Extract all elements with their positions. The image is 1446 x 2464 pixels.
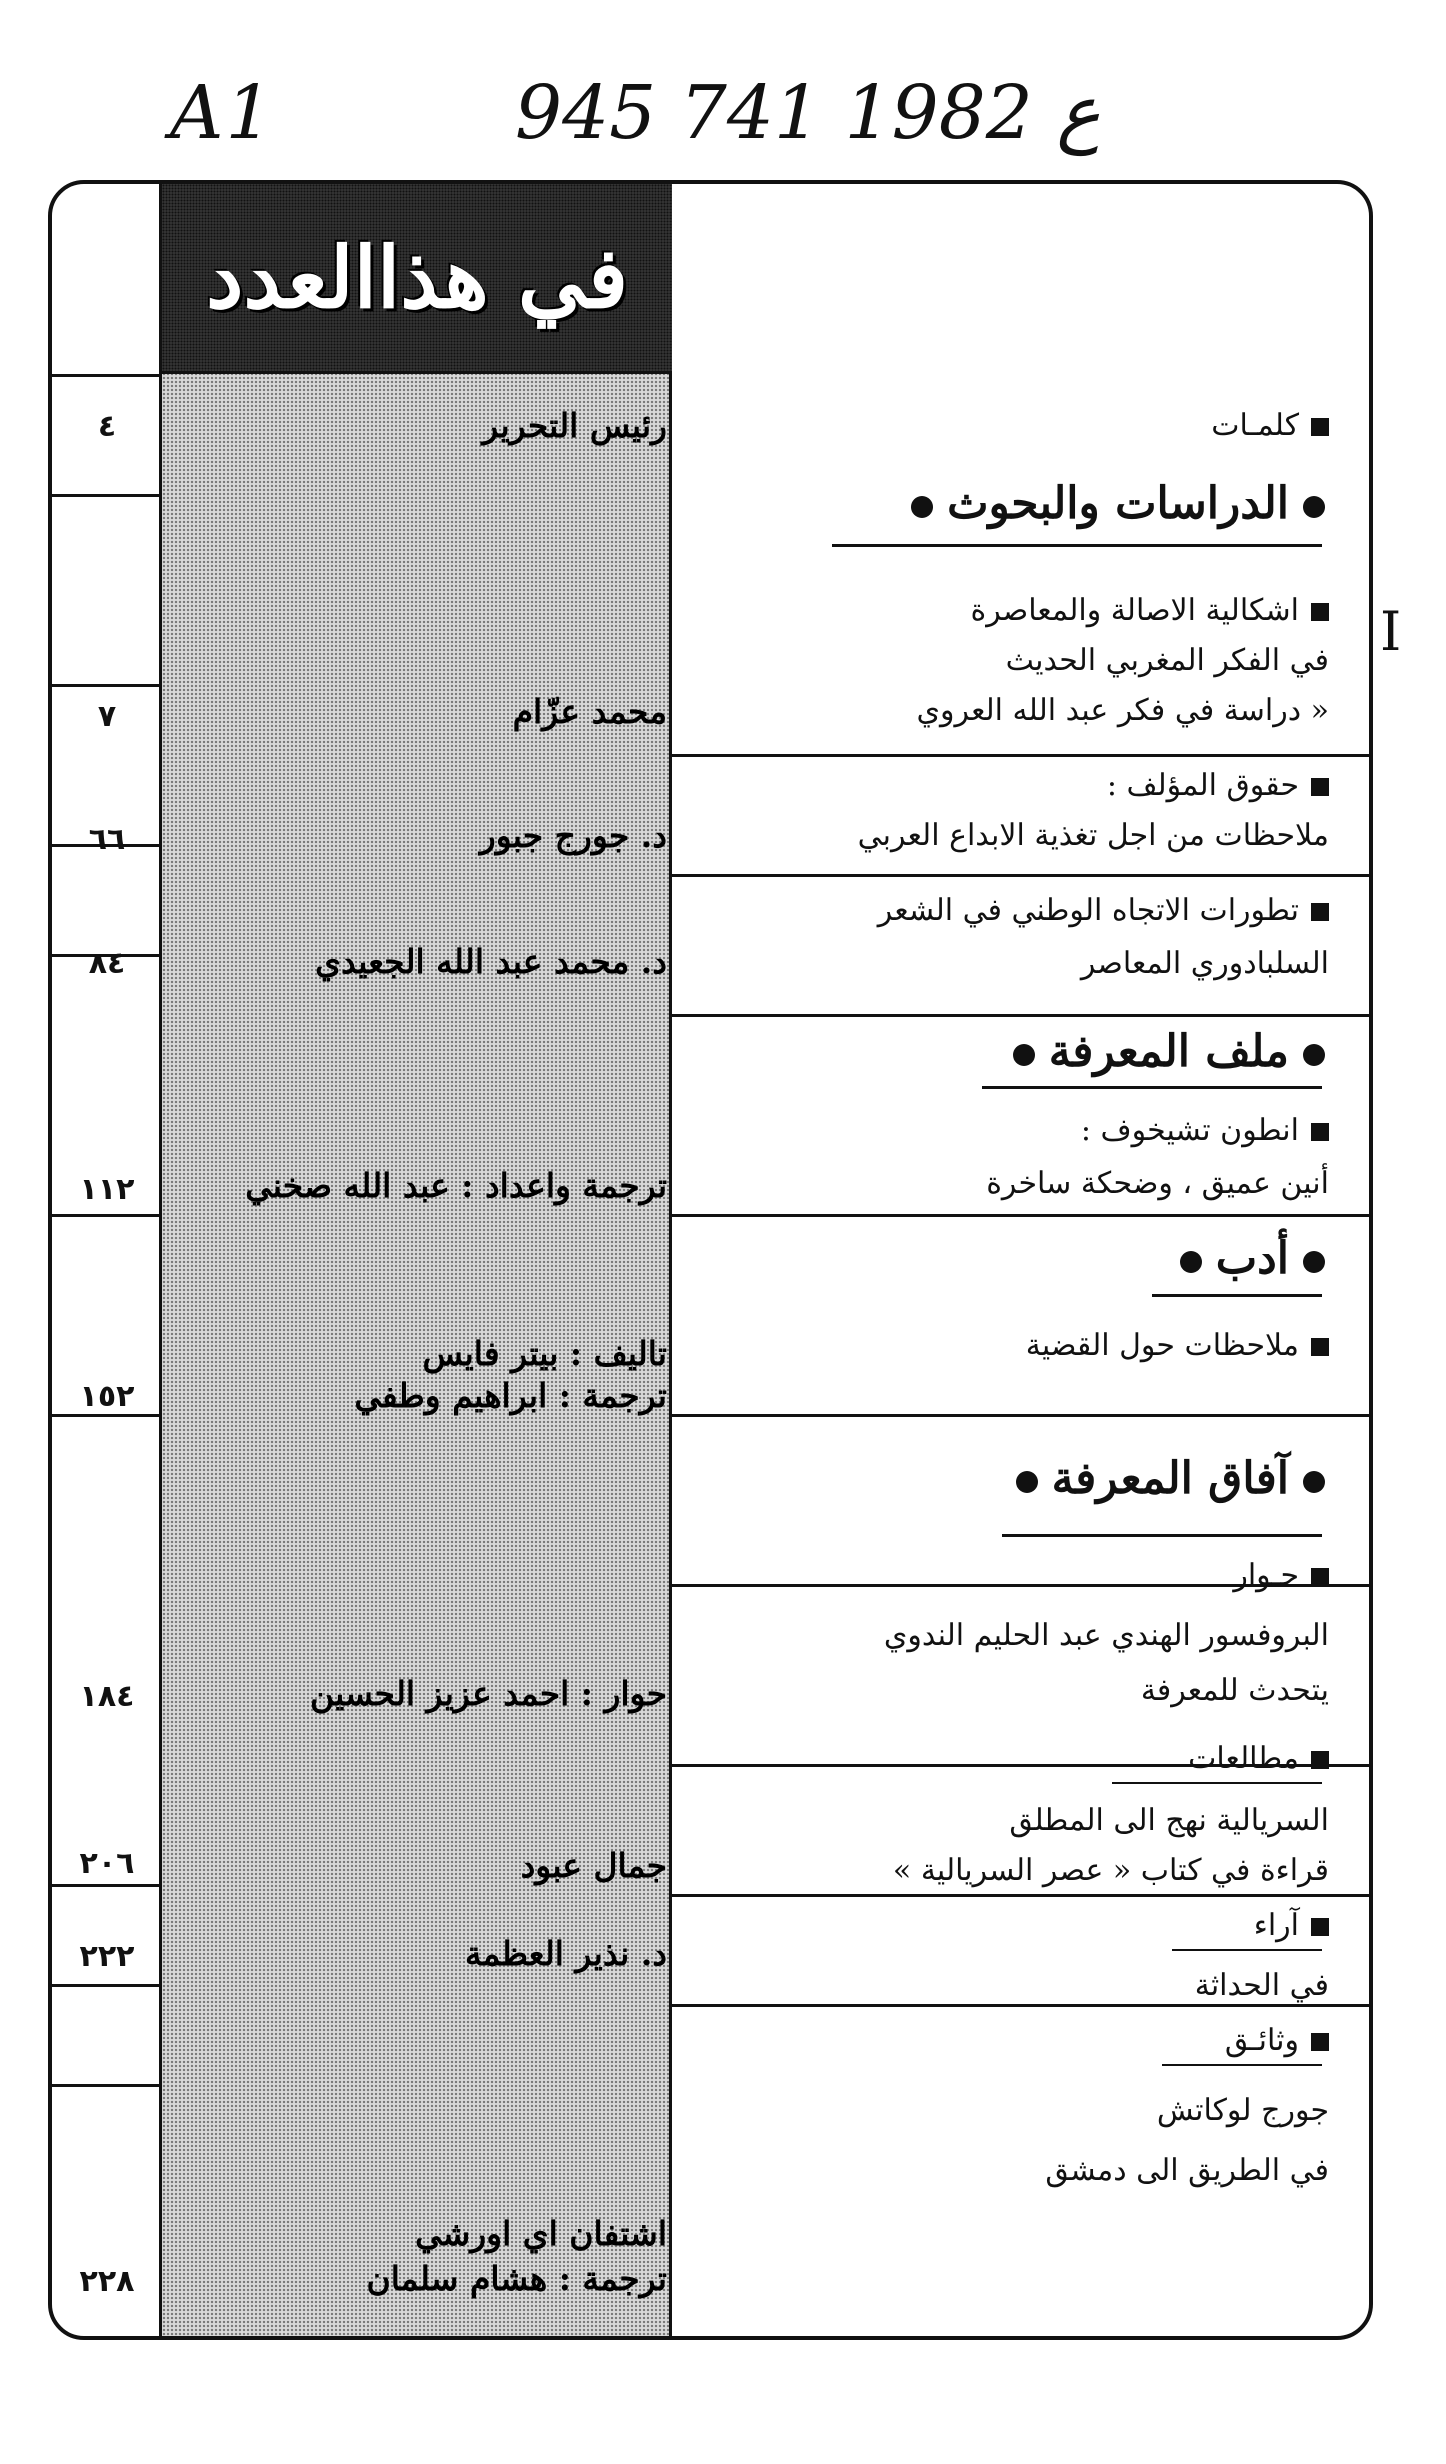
issue-banner bbox=[162, 184, 672, 374]
entry-title-line: ملاحظات حول القضية bbox=[1026, 1324, 1329, 1368]
page-divider bbox=[52, 374, 162, 377]
square-bullet-icon bbox=[1311, 603, 1329, 621]
page-number: ٨٤ bbox=[88, 946, 126, 981]
handwritten-note-left: A1 bbox=[170, 70, 275, 156]
section-heading: الدراسات والبحوث bbox=[897, 474, 1339, 534]
dot-icon bbox=[1303, 496, 1325, 518]
entry-title-line: جورج لوكاتش bbox=[1156, 2093, 1329, 2128]
entry-title-line: في الفكر المغربي الحديث bbox=[1005, 643, 1329, 678]
entry-title-line: حـوار bbox=[1233, 1554, 1329, 1598]
entry-divider bbox=[672, 874, 1369, 877]
dot-icon bbox=[1303, 1251, 1325, 1273]
section-heading: آفاق المعرفة bbox=[1002, 1449, 1339, 1509]
page-number: ٢٢٢ bbox=[79, 1939, 135, 1974]
section-underline bbox=[832, 544, 1322, 547]
handwritten-margin-mark: I bbox=[1380, 600, 1402, 663]
entry-title-line: ملاحظات من اجل تغذية الابداع العربي bbox=[857, 818, 1329, 853]
entry-title-line: السريالية نهج الى المطلق bbox=[1009, 1803, 1329, 1838]
entry-author: تاليف : بيتر فايس bbox=[422, 1334, 667, 1373]
entry-author: اشتفان اي اورشي bbox=[415, 2214, 667, 2253]
square-bullet-icon bbox=[1311, 1123, 1329, 1141]
subsection-underline bbox=[1172, 1949, 1322, 1951]
entry-author: محمد عزّام bbox=[512, 692, 667, 731]
page-number: ١٨٤ bbox=[79, 1679, 135, 1714]
page-divider bbox=[52, 684, 162, 687]
entry-author: د. محمد عبد الله الجعيدي bbox=[315, 942, 667, 981]
entry-title-line: حقوق المؤلف : bbox=[1107, 764, 1329, 808]
entry-title-line: « دراسة في فكر عبد الله العروي bbox=[916, 693, 1329, 728]
page-number: ٤ bbox=[97, 409, 117, 444]
section-heading: أدب bbox=[1166, 1229, 1339, 1289]
page-number: ٦٦ bbox=[88, 822, 126, 857]
section-heading: ملف المعرفة bbox=[999, 1022, 1339, 1082]
page-divider bbox=[52, 1884, 162, 1887]
entry-title-line: وثائـق bbox=[1225, 2019, 1329, 2063]
square-bullet-icon bbox=[1311, 1751, 1329, 1769]
page-divider bbox=[52, 494, 162, 497]
entry-author: ترجمة : ابراهيم وطفي bbox=[354, 1376, 667, 1415]
entry-title-line: أنين عميق ، وضحكة ساخرة bbox=[986, 1166, 1329, 1201]
author-column bbox=[162, 184, 672, 2336]
square-bullet-icon bbox=[1311, 1918, 1329, 1936]
square-bullet-icon bbox=[1311, 778, 1329, 796]
page-divider bbox=[52, 1214, 162, 1217]
entry-title-line: في الحداثة bbox=[1194, 1968, 1329, 2003]
page-divider bbox=[52, 1414, 162, 1417]
square-bullet-icon bbox=[1311, 1568, 1329, 1586]
dot-icon bbox=[1016, 1471, 1038, 1493]
entry-title-line: يتحدث للمعرفة bbox=[1140, 1673, 1329, 1708]
page-number: ٢٠٦ bbox=[79, 1846, 135, 1881]
section-underline bbox=[982, 1086, 1322, 1089]
entry-title-line: قراءة في كتاب « عصر السريالية » bbox=[892, 1853, 1329, 1888]
entry-author: حوار : احمد عزيز الحسين bbox=[310, 1674, 667, 1713]
entry-title-line: انطون تشيخوف : bbox=[1081, 1109, 1329, 1153]
entry-author: ترجمة واعداد : عبد الله صخني bbox=[245, 1166, 667, 1205]
square-bullet-icon bbox=[1311, 2033, 1329, 2051]
entry-title-line: في الطريق الى دمشق bbox=[1045, 2153, 1329, 2188]
entry-divider bbox=[672, 1214, 1369, 1217]
entry-divider bbox=[672, 754, 1369, 757]
entry-divider bbox=[672, 1894, 1369, 1897]
entry-title-line: مطالعات bbox=[1188, 1737, 1329, 1781]
entry-title: كلمـات bbox=[1211, 404, 1329, 448]
page-divider bbox=[52, 2084, 162, 2087]
square-bullet-icon bbox=[1311, 1338, 1329, 1356]
page-number-column bbox=[52, 184, 162, 2336]
dot-icon bbox=[1013, 1044, 1035, 1066]
subsection-underline bbox=[1162, 2064, 1322, 2066]
entry-title-line: اشكالية الاصالة والمعاصرة bbox=[971, 589, 1329, 633]
page-divider bbox=[52, 1984, 162, 1987]
section-underline bbox=[1152, 1294, 1322, 1297]
entry-title-line: آراء bbox=[1254, 1904, 1329, 1948]
entry-author: رئيس التحرير bbox=[482, 406, 667, 445]
page-number: ٢٢٨ bbox=[79, 2264, 135, 2299]
entry-author: د. جورج جبور bbox=[479, 816, 667, 855]
entry-title-line: البروفسور الهندي عبد الحليم الندوي bbox=[883, 1618, 1329, 1653]
dot-icon bbox=[1180, 1251, 1202, 1273]
dot-icon bbox=[1303, 1471, 1325, 1493]
dot-icon bbox=[911, 496, 933, 518]
page-number: ١٥٢ bbox=[79, 1379, 135, 1414]
entry-divider bbox=[672, 1414, 1369, 1417]
entry-author: جمال عبود bbox=[520, 1846, 667, 1885]
dot-icon bbox=[1303, 1044, 1325, 1066]
square-bullet-icon bbox=[1311, 903, 1329, 921]
section-underline bbox=[1002, 1534, 1322, 1537]
entry-divider bbox=[672, 1014, 1369, 1017]
square-bullet-icon bbox=[1311, 418, 1329, 436]
table-of-contents-frame bbox=[48, 180, 1373, 2340]
handwritten-note-right: 945 ع 1982 741 bbox=[515, 70, 1101, 156]
entry-author: ترجمة : هشام سلمان bbox=[366, 2259, 667, 2298]
entry-title-line: السلبادوري المعاصر bbox=[1080, 946, 1329, 981]
entry-author: د. نذير العظمة bbox=[464, 1934, 667, 1973]
page-number: ١١٢ bbox=[79, 1172, 135, 1207]
page-number: ٧ bbox=[97, 699, 117, 734]
entry-title-line: تطورات الاتجاه الوطني في الشعر bbox=[878, 889, 1329, 933]
banner-title: في هذاالعدد bbox=[205, 228, 629, 327]
subsection-underline bbox=[1112, 1782, 1322, 1784]
